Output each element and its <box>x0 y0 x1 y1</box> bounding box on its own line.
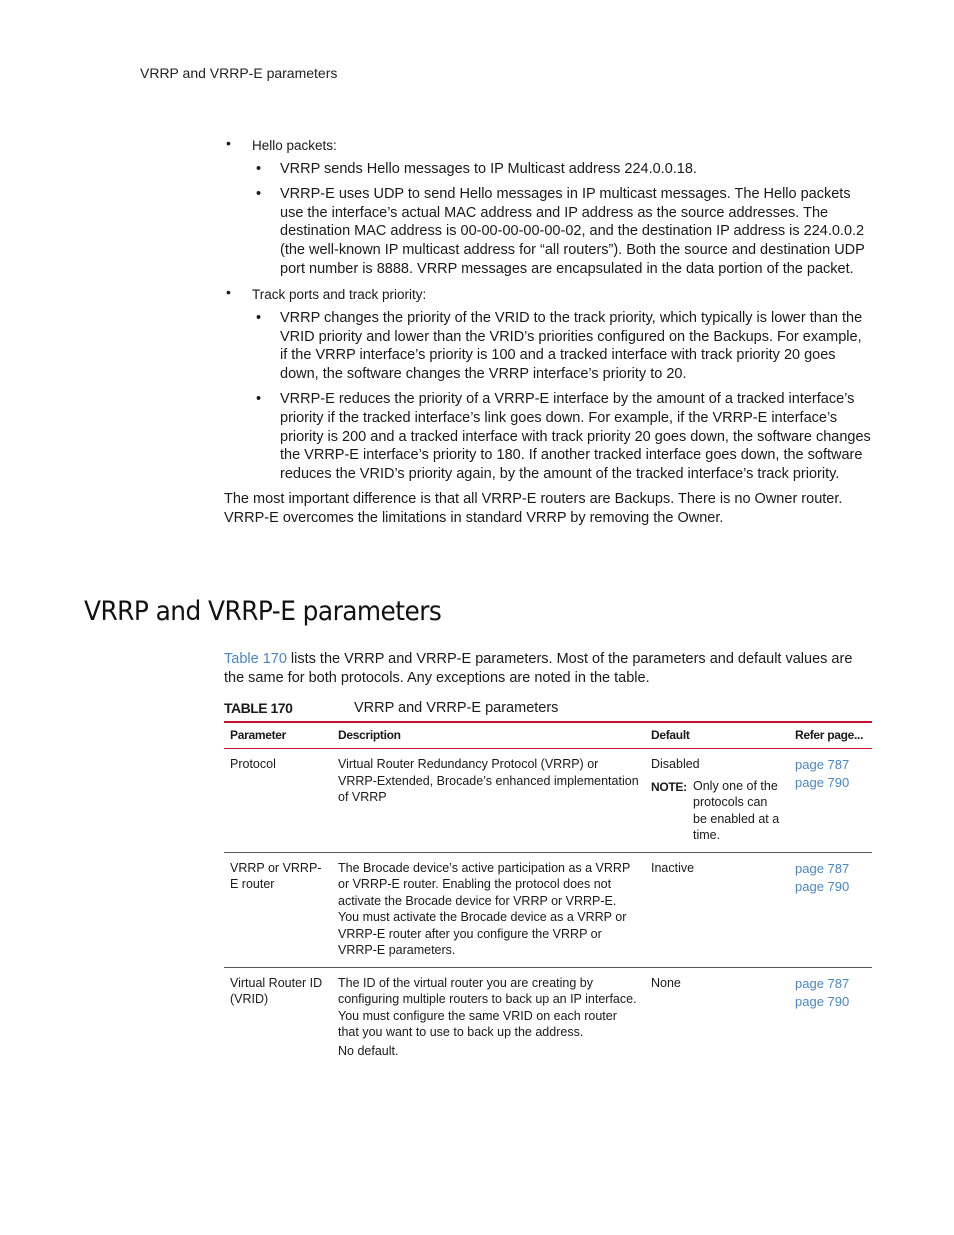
page-link[interactable]: page 787 <box>795 757 850 772</box>
bullet-icon: • <box>256 309 262 326</box>
default-cell <box>645 967 789 1067</box>
column-header: Default <box>645 722 789 749</box>
page-link[interactable]: page 790 <box>795 775 850 790</box>
description-cell: The Brocade device’s active participation as a VRRP or VRRP-E router. Enabling the protocol does not activate the Brocade device for VRRP or VRRP-E. You must activate the Brocade device as a VRRP or VRRP-E router after you configure the VRRP or VRRP-E parameters. <box>332 852 645 967</box>
bullet-icon: • <box>256 390 262 407</box>
refer-cell <box>789 967 872 1067</box>
summary-paragraph: The most important difference is that all VRRP-E routers are Backups. There is no Owner router. VRRP-E overcomes the limitations in standard VRRP by removing the Owner. <box>224 490 843 526</box>
list-item: • VRRP sends Hello messages to IP Multicast address 224.0.0.18. <box>256 161 697 177</box>
table-row <box>224 967 872 1067</box>
default-value: Inactive <box>651 860 695 875</box>
bullet-icon: • <box>256 161 262 177</box>
table-title: VRRP and VRRP-E parameters <box>354 700 559 716</box>
refer-cell <box>789 852 872 967</box>
column-header: Refer page... <box>789 722 872 749</box>
list-item: • VRRP-E uses UDP to send Hello messages in IP multicast messages. The Hello packets use the interface’s actual MAC address and IP address as the source addresses. The destination MAC address is 00-00-00-00-00-02, and the destination IP address is 224.0.0.2 (the well-known IP multicast address for “all routers”). Both the source and destination UDP port number is 8888. VRRP messages are encapsulated in the data portion of the packet. <box>256 185 865 277</box>
bullet-track-ports <box>224 285 872 484</box>
bullet-list <box>224 136 872 484</box>
note <box>651 778 783 844</box>
description-cell: Virtual Router Redundancy Protocol (VRRP) or VRRP-Extended, Brocade’s enhanced implementation of VRRP <box>332 749 645 853</box>
column-header: Description <box>332 722 645 749</box>
refer-cell <box>789 749 872 853</box>
running-header: VRRP and VRRP-E parameters <box>140 65 338 81</box>
description-cell <box>332 967 645 1067</box>
parameters-table <box>224 721 872 1067</box>
page-link[interactable]: page 790 <box>795 993 850 1009</box>
list-item: • VRRP-E reduces the priority of a VRRP-E interface by the amount of a tracked interface’s priority if the tracked interface’s link goes down. For example, if the VRRP-E interface’s priority is 200 and a tracked interface with track priority 20 goes down, the software changes the VRRP-E interface’s priority to 180. If another tracked interface goes down, the software reduces the VRID’s priority again, by the amount of the tracked interface’s track priority. <box>256 390 871 483</box>
table-header-row <box>224 722 872 749</box>
parameter-cell: Protocol <box>224 749 332 853</box>
page-link[interactable]: page 787 <box>795 975 850 991</box>
bullet-hello-packets <box>224 136 872 279</box>
default-cell <box>645 749 789 853</box>
note-label: NOTE: <box>651 779 687 794</box>
column-header: Parameter <box>224 722 332 749</box>
bullet-icon: • <box>226 135 231 151</box>
list-item: • VRRP changes the priority of the VRID to the track priority, which typically is lower than the VRID priority and lower than the VRID’s priorities configured on the Backups. For example, if the VRRP interface’s priority is 100 and a tracked interface with track priority 20 goes down, the software changes the VRRP interface’s priority to 20. <box>256 309 863 383</box>
intro-text: lists the VRRP and VRRP-E parameters. Most of the parameters and default values are the same for both protocols. Any exceptions are noted in the table. <box>224 651 853 686</box>
page-link[interactable]: page 787 <box>795 860 850 876</box>
bullet-icon: • <box>256 185 262 202</box>
section-title: VRRP and VRRP-E parameters <box>84 596 442 627</box>
table-row <box>224 852 872 967</box>
description-text: The ID of the virtual router you are creating by configuring multiple routers to back up an IP interface. You must configure the same VRID on each router that you want to use to back up the address. <box>338 975 637 1039</box>
bullet-icon: • <box>226 283 231 300</box>
table-caption <box>224 700 872 720</box>
default-value: Disabled <box>651 757 700 771</box>
default-value: None <box>651 975 681 990</box>
table-number: TABLE 170 <box>224 700 293 716</box>
bullet-label: Track ports and track priority: <box>252 286 427 302</box>
parameter-cell: VRRP or VRRP-E router <box>224 852 332 967</box>
parameter-cell: Virtual Router ID (VRID) <box>230 975 323 1006</box>
table-link[interactable]: Table 170 <box>224 651 287 667</box>
page-link[interactable]: page 790 <box>795 878 850 894</box>
bullet-label: Hello packets: <box>252 138 337 153</box>
description-extra: No default. <box>338 1043 399 1058</box>
default-cell <box>645 852 789 967</box>
body-content <box>224 136 872 528</box>
note-text: Only one of the protocols can be enabled at a time. <box>693 778 780 842</box>
intro-paragraph <box>224 650 872 688</box>
table-row <box>224 749 872 853</box>
